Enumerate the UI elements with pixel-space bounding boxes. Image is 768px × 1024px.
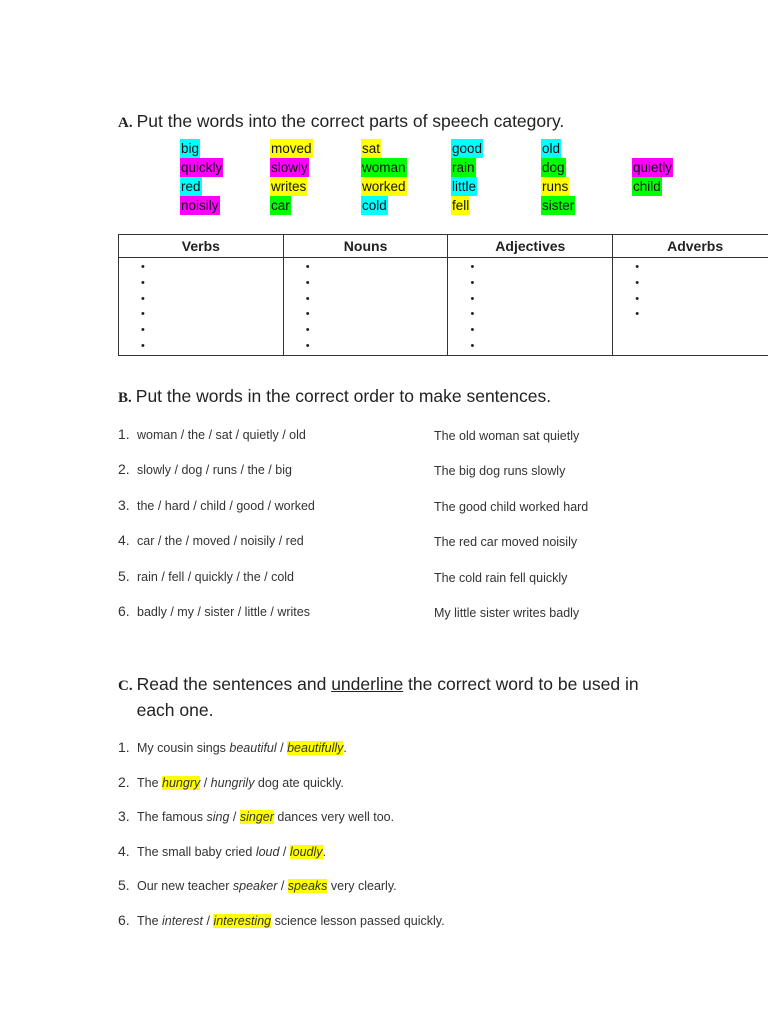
bullet-point: • [470,276,475,289]
word-bank-item: quietly [633,160,673,175]
word-bank-item: fell [452,198,470,213]
separator: / [203,914,214,928]
section-letter: B. [118,390,132,406]
word-bank-item: moved [271,141,312,156]
option-1[interactable]: interest [162,914,204,928]
option-1[interactable]: hungry [162,775,201,790]
option-1[interactable]: sing [206,810,230,825]
verbs-cell[interactable] [119,258,284,356]
sentence-text: dog ate quickly. [254,775,344,790]
sentence-text: . [322,844,327,859]
item-number: 1. [118,739,130,755]
item-number: 6. [118,912,130,928]
sentence-text: My cousin sings [137,741,230,755]
bullet-point: • [470,324,475,337]
option-1[interactable]: beautiful [229,741,277,755]
parts-of-speech-table [118,234,768,356]
nouns-cell[interactable] [283,258,448,356]
scrambled-words: the / hard / child / good / worked [137,498,315,513]
word-bank-item: child [633,179,661,194]
bullet-point: • [470,292,475,305]
scrambled-words: car / the / moved / noisily / red [137,534,304,549]
adjectives-cell[interactable] [448,258,613,356]
word-bank-item: woman [362,160,406,175]
answer-sentence[interactable]: The big dog runs slowly [434,464,566,479]
separator: / [276,741,288,755]
item-number: 2. [118,461,130,478]
section-letter: C. [118,678,133,694]
word-bank-item: little [452,179,477,194]
bullet-point: • [635,292,640,305]
bullet-point: • [305,324,310,337]
sentence [137,879,397,893]
bullet-point: • [141,276,145,289]
column-header-nouns: Nouns [283,235,448,258]
sentence [137,810,394,824]
bullet-point: • [141,261,145,273]
sentence-text: The small baby cried [137,844,256,859]
bullet-point: • [141,292,145,305]
section-letter: A. [118,115,133,131]
bullet-point: • [470,339,475,352]
scrambled-words: rain / fell / quickly / the / cold [137,569,295,584]
separator: / [229,810,240,825]
option-1[interactable]: speaker [232,879,278,894]
section-heading: Put the words in the correct order to make sentences. [135,386,552,406]
sentence-text: dances very well too. [273,810,395,825]
bullet-point: • [470,308,475,321]
separator: / [200,775,211,790]
answer-sentence[interactable]: The cold rain fell quickly [434,570,568,585]
word-bank-item: car [271,198,290,213]
sentence [137,845,326,859]
title-post: the correct word to be used in each one. [136,674,639,720]
sentence-text: The [137,914,163,928]
bullet-point: • [470,261,475,273]
bullet-point: • [141,308,145,321]
section-a-title [118,108,564,136]
sentence-text: very clearly. [327,879,397,894]
bullet-point: • [635,276,640,289]
bullet-point: • [305,276,310,289]
scrambled-words: slowly / dog / runs / the / big [137,463,292,478]
word-bank-item: quickly [181,160,223,175]
sentence-text: The famous [137,810,207,825]
title-pre: Read the sentences and [136,674,332,694]
option-2[interactable]: hungrily [210,775,255,790]
item-number: 6. [118,603,130,619]
word-bank-item: good [452,141,483,156]
word-bank-item: worked [362,179,406,194]
column-header-adjectives: Adjectives [448,235,613,258]
bullet-point: • [305,339,310,352]
answer-sentence[interactable]: The old woman sat quietly [434,429,580,443]
bullet-point: • [305,308,310,321]
option-2[interactable]: loudly [289,844,323,859]
item-number: 4. [118,842,130,859]
sentence-text: . [343,741,347,755]
word-bank-item: big [181,141,200,156]
adverbs-cell[interactable] [613,258,768,356]
word-bank-item: old [542,141,561,156]
sentence-text: The [137,775,163,790]
answer-sentence[interactable]: The good child worked hard [434,499,589,514]
option-2[interactable]: interesting [213,914,272,928]
answer-sentence[interactable]: The red car moved noisily [434,535,578,550]
option-2[interactable]: singer [239,810,274,825]
sentence-text: science lesson passed quickly. [271,914,445,928]
section-c-title [118,671,678,723]
separator: / [279,844,290,859]
sentence [137,776,344,790]
bullet-point: • [305,261,310,273]
item-number: 5. [118,877,130,894]
item-number: 2. [118,773,130,790]
option-1[interactable]: loud [255,844,280,859]
answer-sentence[interactable]: My little sister writes badly [434,606,580,620]
column-header-adverbs: Adverbs [613,235,768,258]
scrambled-words: badly / my / sister / little / writes [137,605,310,619]
title-underlined: underline [331,674,404,694]
bullet-point: • [141,339,145,352]
section-b-title [118,383,551,411]
item-number: 3. [118,808,130,825]
separator: / [277,879,288,894]
sentence [137,914,445,928]
bullet-point: • [141,324,145,337]
bullet-point: • [635,308,640,321]
word-bank-item: rain [452,160,475,175]
item-number: 4. [118,532,130,549]
word-bank-item: slowly [271,160,308,175]
word-bank-item: sat [362,141,381,156]
sentence-text: Our new teacher [137,879,233,894]
scrambled-words: woman / the / sat / quietly / old [137,428,306,442]
option-2[interactable]: speaks [287,879,328,894]
word-bank-item: runs [542,179,569,194]
column-header-verbs: Verbs [119,235,284,258]
word-bank-item: cold [362,198,387,213]
item-number: 5. [118,567,130,584]
bullet-point: • [635,261,640,273]
word-bank-item: sister [542,198,575,213]
bullet-point: • [305,292,310,305]
item-number: 3. [118,496,130,513]
word-bank-item: red [181,179,201,194]
sentence [137,741,347,755]
word-bank-item: noisily [181,198,219,213]
section-heading: Put the words into the correct parts of speech category. [136,111,565,131]
option-2[interactable]: beautifully [287,741,344,755]
item-number: 1. [118,426,130,442]
word-bank-item: dog [542,160,565,175]
word-bank-item: writes [271,179,307,194]
